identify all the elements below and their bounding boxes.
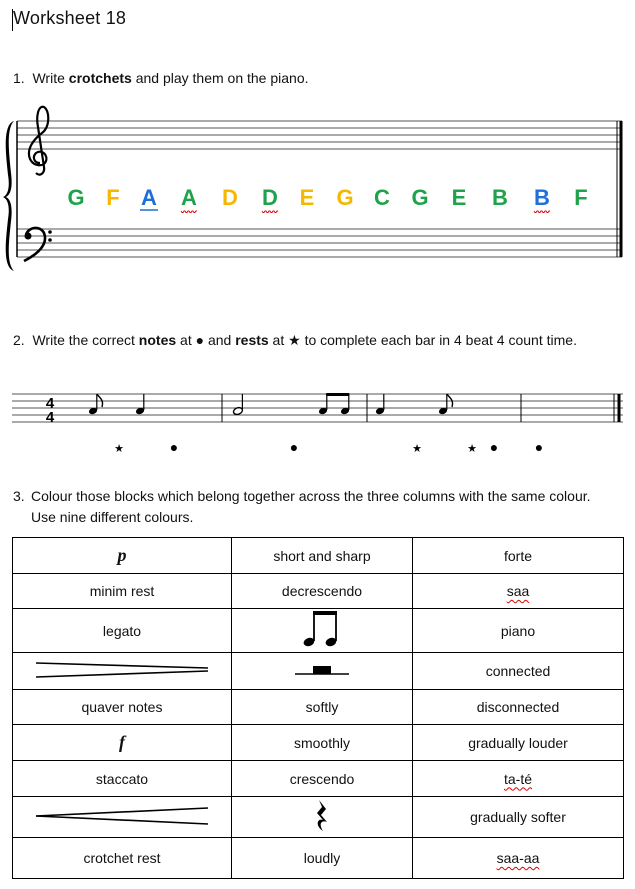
table-cell[interactable] [13, 653, 232, 690]
table-row [13, 838, 624, 879]
rhythm-staff [0, 380, 635, 460]
question-2 [13, 330, 577, 351]
table-cell[interactable] [232, 838, 413, 879]
note-letter: F [106, 185, 120, 210]
crotchet-note [135, 394, 145, 415]
table-cell[interactable] [232, 653, 413, 690]
treble-clef-icon [29, 107, 48, 175]
treble-staff-lines [17, 121, 622, 149]
cell-text: quaver notes [81, 699, 163, 715]
cell-text: gradually louder [468, 734, 568, 751]
note-marker: ● [289, 439, 299, 455]
table-cell[interactable] [413, 653, 624, 690]
table-cell[interactable] [413, 725, 624, 761]
note-letters [67, 185, 587, 213]
table-cell[interactable] [13, 609, 232, 653]
table-cell[interactable] [232, 538, 413, 574]
beamed-quavers-icon [300, 609, 344, 649]
table-cell[interactable] [13, 725, 232, 761]
question-number: 2. [13, 332, 25, 348]
note-letter: A [181, 185, 197, 210]
crescendo-hairpin-icon [34, 805, 210, 827]
note-letter: B [492, 185, 508, 210]
answer-markers [114, 439, 543, 455]
question-keyword: crotchets [68, 70, 132, 86]
table-cell[interactable] [232, 609, 413, 653]
table-cell[interactable] [13, 797, 232, 838]
crotchet-note [375, 394, 385, 415]
bass-staff-lines [17, 229, 622, 267]
table-row [13, 574, 624, 609]
time-signature-top: 4 [45, 395, 55, 412]
note-letter: E [451, 185, 467, 210]
note-letter: E [299, 185, 315, 210]
rhythm-staff-lines [12, 394, 623, 422]
brace-icon [3, 121, 14, 271]
time-signature-bottom: 4 [45, 409, 55, 426]
spellcheck-squiggle [262, 211, 278, 213]
table-cell[interactable] [13, 690, 232, 725]
table-cell[interactable] [232, 690, 413, 725]
note-marker: ● [534, 439, 544, 455]
cell-text: forte [503, 547, 532, 564]
dynamic-marking: p [117, 545, 127, 565]
question-text: at ● and [176, 332, 236, 348]
cell-text: gradually softer [470, 809, 566, 825]
cell-text: softly [305, 699, 339, 715]
matching-table [12, 537, 624, 879]
cell-text: smoothly [293, 734, 351, 751]
table-cell[interactable] [413, 838, 624, 879]
table-cell[interactable] [413, 761, 624, 797]
question-text: Write the correct [32, 332, 139, 348]
question-1 [13, 68, 309, 89]
table-row [13, 609, 624, 653]
question-keyword: notes [138, 332, 177, 348]
table-row [13, 761, 624, 797]
dynamic-marking: f [119, 732, 125, 752]
question-text: Write [32, 70, 69, 86]
note-letter: D [262, 185, 278, 210]
question-number: 1. [13, 70, 25, 86]
minim-note [233, 394, 244, 416]
cell-text: loudly [303, 850, 341, 866]
question-number: 3. [13, 488, 25, 504]
cell-text: staccato [95, 770, 149, 787]
cell-text: saa [506, 583, 530, 599]
spellcheck-squiggle [181, 211, 197, 213]
table-cell[interactable] [13, 574, 232, 609]
note-letter: A [141, 185, 157, 210]
note-letter: B [534, 185, 550, 210]
cell-text: minim rest [89, 583, 155, 599]
note-letter: G [336, 185, 354, 210]
table-cell[interactable] [13, 761, 232, 797]
cell-text: disconnected [476, 699, 560, 715]
cell-text: ta-té [503, 770, 532, 787]
cell-text: crotchet rest [83, 850, 161, 866]
cell-text: connected [485, 663, 551, 679]
minim-rest-icon [295, 663, 349, 677]
cell-text: short and sharp [273, 547, 371, 564]
note-letter: D [222, 185, 238, 210]
quaver-note [438, 394, 453, 415]
question-3 [13, 486, 613, 528]
note-letter: G [67, 185, 85, 210]
cell-text: legato [102, 622, 142, 639]
quaver-note [88, 394, 103, 415]
table-cell[interactable] [413, 797, 624, 838]
decrescendo-hairpin-icon [34, 659, 210, 681]
table-row [13, 538, 624, 574]
question-text: Colour those blocks which belong together across the three columns with the same colour. Use nine different colours. [31, 488, 591, 525]
table-row [13, 725, 624, 761]
beamed-quavers [318, 393, 350, 415]
table-cell[interactable] [232, 761, 413, 797]
cell-text: saa-aa [496, 850, 540, 866]
question-text: at ★ to complete each bar in 4 beat 4 count time. [268, 332, 577, 348]
table-cell[interactable] [13, 838, 232, 879]
grand-staff [0, 95, 635, 275]
note-letter: G [411, 185, 429, 210]
question-text: and play them on the piano. [131, 70, 309, 86]
cell-text: crescendo [289, 770, 355, 787]
table-row [13, 690, 624, 725]
table-row [13, 653, 624, 690]
note-marker: ● [489, 439, 499, 455]
table-cell[interactable] [413, 574, 624, 609]
table-cell[interactable] [13, 538, 232, 574]
table-cell[interactable] [413, 690, 624, 725]
table-row [13, 797, 624, 838]
rest-marker: ★ [114, 443, 124, 455]
note-marker: ● [169, 439, 179, 455]
bass-clef-icon [24, 228, 52, 261]
table-cell[interactable] [232, 574, 413, 609]
note-letter: C [374, 185, 390, 210]
rest-marker: ★ [467, 443, 477, 455]
spellcheck-squiggle [534, 211, 550, 213]
question-keyword: rests [235, 332, 269, 348]
table-cell[interactable] [413, 609, 624, 653]
rest-marker: ★ [412, 443, 422, 455]
crotchet-rest-icon [312, 799, 332, 833]
table-cell[interactable] [232, 797, 413, 838]
cell-text: piano [500, 622, 536, 639]
page-title: Worksheet 18 [13, 8, 127, 28]
table-cell[interactable] [232, 725, 413, 761]
note-letter: F [574, 185, 588, 210]
table-cell[interactable] [413, 538, 624, 574]
cell-text: decrescendo [281, 583, 363, 599]
